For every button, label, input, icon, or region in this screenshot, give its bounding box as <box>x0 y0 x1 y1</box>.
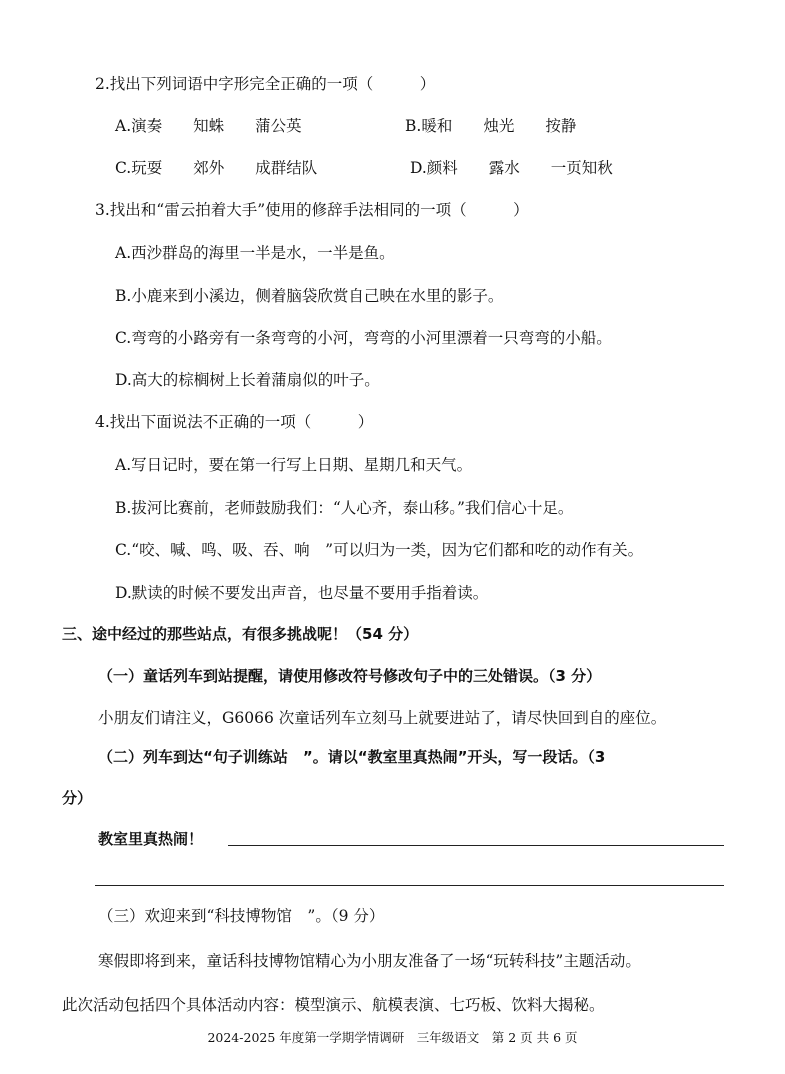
question-2-option-a: A.演奏 知蛛 蒲公英 <box>115 117 302 135</box>
section-3-part-1-sentence: 小朋友们请注义，G6066 次童话列车立刻马上就要进站了，请尽快回到自的座位。 <box>98 709 667 727</box>
question-3-stem: 3.找出和“雷云拍着大手”使用的修辞手法相同的一项（ ） <box>95 201 529 219</box>
question-3-option-d: D.高大的棕榈树上长着蒲扇似的叶子。 <box>115 371 380 389</box>
question-4-option-d: D.默读的时候不要发出声音，也尽量不要用手指着读。 <box>115 584 489 602</box>
question-3-option-b: B.小鹿来到小溪边，侧着脑袋欣赏自己映在水里的影子。 <box>115 287 504 305</box>
section-3-part-1-title: （一）童话列车到站提醒，请使用修改符号修改句子中的三处错误。（3 分） <box>98 667 602 685</box>
section-3-part-3-title: （三）欢迎来到“科技博物馆 ”。（9 分） <box>98 907 385 925</box>
question-3-option-a: A.西沙群岛的海里一半是水，一半是鱼。 <box>115 244 395 262</box>
section-3-part-3-paragraph-line-1: 寒假即将到来，童话科技博物馆精心为小朋友准备了一场“玩转科技”主题活动。 <box>98 952 641 970</box>
question-2-option-d: D.颜料 露水 一页知秋 <box>410 159 613 177</box>
question-4-stem: 4.找出下面说法不正确的一项（ ） <box>95 413 374 431</box>
section-3-part-3-paragraph-line-2: 此次活动包括四个具体活动内容：模型演示、航模表演、七巧板、饮料大揭秘。 <box>62 996 605 1014</box>
question-3-option-c: C.弯弯的小路旁有一条弯弯的小河，弯弯的小河里漂着一只弯弯的小船。 <box>115 329 612 347</box>
section-3-part-2-title: （二）列车到达“句子训练站 ”。请以“教室里真热闹”开头，写一段话。（3 <box>98 748 606 766</box>
section-3-title: 三、途中经过的那些站点，有很多挑战呢！（54 分） <box>62 625 419 643</box>
question-2-option-b: B.暖和 烛光 按静 <box>405 117 577 135</box>
question-4-option-b: B.拔河比赛前，老师鼓励我们：“人心齐，泰山移。”我们信心十足。 <box>115 499 574 517</box>
answer-line-2[interactable] <box>95 885 724 886</box>
page-footer: 2024-2025 年度第一学期学情调研 三年级语文 第 2 页 共 6 页 <box>207 1030 578 1045</box>
question-2-option-c: C.玩耍 郊外 成群结队 <box>115 159 318 177</box>
question-4-option-c: C.“咬、喊、鸣、吸、吞、响 ”可以归为一类，因为它们都和吃的动作有关。 <box>115 541 644 559</box>
question-2-stem: 2.找出下列词语中字形完全正确的一项（ ） <box>95 75 436 93</box>
section-3-part-2-title-continued: 分） <box>62 789 93 807</box>
writing-prompt: 教室里真热闹！ <box>98 830 204 848</box>
question-4-option-a: A.写日记时，要在第一行写上日期、星期几和天气。 <box>115 456 473 474</box>
answer-line-1[interactable] <box>228 845 724 846</box>
